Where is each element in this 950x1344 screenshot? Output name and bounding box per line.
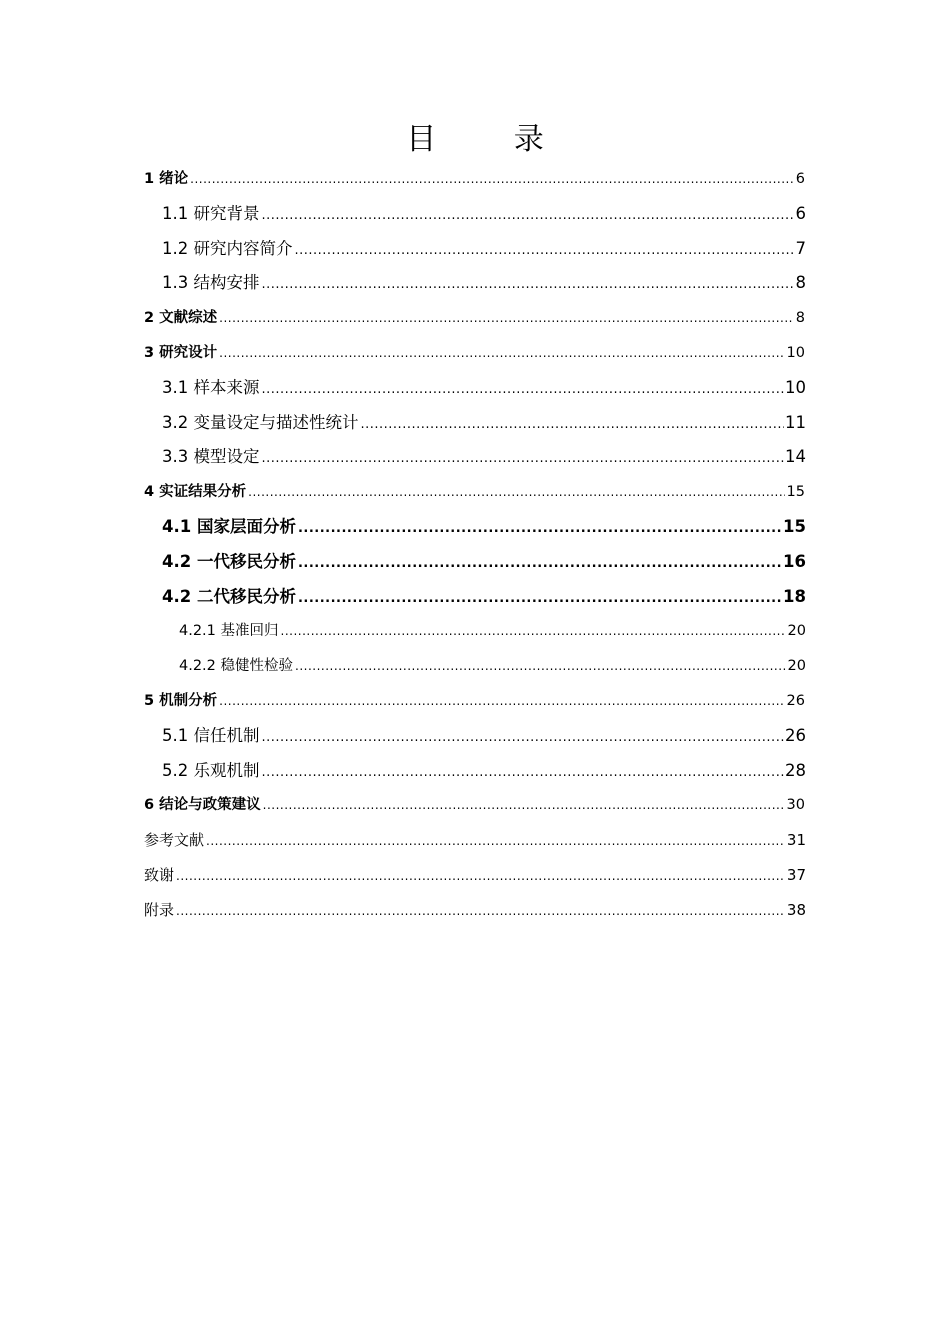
toc-entry[interactable] — [0, 649, 950, 684]
toc-entry[interactable] — [0, 510, 950, 545]
toc-entry-label: 1.2 研究内容简介 — [162, 238, 293, 258]
toc-entry-label: 5.2 乐观机制 — [162, 760, 260, 780]
toc-leader-dots — [361, 408, 785, 443]
toc-entry-label: 3.1 样本来源 — [162, 377, 260, 397]
toc-entry-label: 4.2.1 基准回归 — [179, 623, 279, 640]
toc-entry-page: 30 — [786, 797, 805, 814]
toc-leader-dots — [295, 234, 795, 269]
toc-list — [0, 162, 950, 928]
toc-entry-label: 3 研究设计 — [144, 344, 218, 361]
toc-entry-page: 31 — [786, 831, 806, 850]
toc-leader-dots — [263, 788, 785, 823]
toc-entry-label: 参考文献 — [144, 831, 205, 850]
toc-entry[interactable] — [0, 301, 950, 336]
toc-leader-dots — [206, 824, 785, 859]
toc-entry-label: 致谢 — [144, 865, 175, 884]
toc-entry[interactable] — [0, 719, 950, 754]
toc-entry[interactable] — [0, 580, 950, 615]
toc-entry-label: 3.3 模型设定 — [162, 447, 260, 467]
toc-entry[interactable] — [0, 336, 950, 371]
toc-entry-page: 11 — [785, 412, 806, 432]
toc-entry-page: 6 — [795, 171, 805, 187]
toc-entry-label: 1.1 研究背景 — [162, 203, 260, 223]
toc-entry-page: 8 — [795, 310, 805, 327]
toc-entry-page: 10 — [785, 377, 806, 397]
toc-leader-dots — [298, 582, 782, 617]
toc-leader-dots — [219, 336, 784, 371]
toc-entry-label: 4 实证结果分析 — [144, 484, 247, 501]
toc-entry-page: 28 — [785, 760, 806, 780]
toc-leader-dots — [219, 301, 794, 336]
toc-entry-label: 2 文献综述 — [144, 310, 218, 327]
toc-entry-label: 4.1 国家层面分析 — [162, 516, 296, 536]
toc-entry-page: 6 — [795, 203, 806, 223]
toc-leader-dots — [262, 756, 785, 791]
toc-title: 目 录 — [406, 122, 578, 157]
toc-entry-label: 5 机制分析 — [144, 692, 218, 709]
toc-entry-page: 8 — [795, 273, 806, 293]
toc-entry-page: 20 — [787, 623, 806, 640]
toc-entry[interactable] — [0, 788, 950, 823]
toc-leader-dots — [262, 442, 785, 477]
toc-entry-label: 1.3 结构安排 — [162, 273, 260, 293]
toc-leader-dots — [176, 894, 785, 929]
toc-entry-label: 3.2 变量设定与描述性统计 — [162, 412, 359, 432]
toc-entry-label: 附录 — [144, 900, 175, 919]
toc-leader-dots — [248, 475, 784, 510]
toc-entry[interactable] — [0, 162, 950, 197]
toc-entry[interactable] — [0, 266, 950, 301]
toc-entry-label: 4.2.2 稳健性检验 — [179, 658, 294, 675]
toc-entry[interactable] — [0, 858, 950, 893]
toc-leader-dots — [176, 859, 785, 894]
toc-entry[interactable] — [0, 893, 950, 928]
toc-entry-page: 20 — [787, 658, 806, 675]
toc-entry[interactable] — [0, 440, 950, 475]
toc-leader-dots — [281, 614, 786, 649]
toc-leader-dots — [262, 373, 785, 408]
toc-entry-page: 16 — [783, 551, 806, 571]
toc-leader-dots — [262, 199, 795, 234]
toc-entry-page: 37 — [786, 865, 806, 884]
toc-entry-page: 18 — [783, 586, 806, 606]
toc-entry-label: 6 结论与政策建议 — [144, 797, 261, 814]
toc-entry[interactable] — [0, 614, 950, 649]
toc-entry[interactable] — [0, 232, 950, 267]
toc-entry-page: 15 — [786, 484, 805, 501]
toc-leader-dots — [190, 162, 794, 197]
toc-entry[interactable] — [0, 197, 950, 232]
toc-leader-dots — [298, 512, 782, 547]
toc-entry-page: 26 — [786, 692, 805, 709]
toc-entry[interactable] — [0, 371, 950, 406]
toc-entry[interactable] — [0, 475, 950, 510]
toc-entry-label: 4.2 一代移民分析 — [162, 551, 296, 571]
toc-entry[interactable] — [0, 823, 950, 858]
toc-entry-page: 26 — [785, 725, 806, 745]
toc-entry[interactable] — [0, 545, 950, 580]
toc-entry-page: 7 — [795, 238, 806, 258]
toc-leader-dots — [295, 649, 786, 684]
toc-entry-label: 1 绪论 — [144, 171, 189, 187]
toc-leader-dots — [298, 547, 782, 582]
toc-entry[interactable] — [0, 754, 950, 789]
toc-leader-dots — [219, 684, 784, 719]
toc-leader-dots — [262, 721, 785, 756]
toc-entry[interactable] — [0, 684, 950, 719]
toc-entry-page: 38 — [786, 900, 806, 919]
toc-entry-label: 5.1 信任机制 — [162, 725, 260, 745]
toc-entry-page: 10 — [786, 344, 805, 361]
toc-entry-page: 15 — [783, 516, 806, 536]
toc-entry-label: 4.2 二代移民分析 — [162, 586, 296, 606]
toc-entry-page: 14 — [785, 447, 806, 467]
toc-leader-dots — [262, 268, 795, 303]
toc-entry[interactable] — [0, 406, 950, 441]
